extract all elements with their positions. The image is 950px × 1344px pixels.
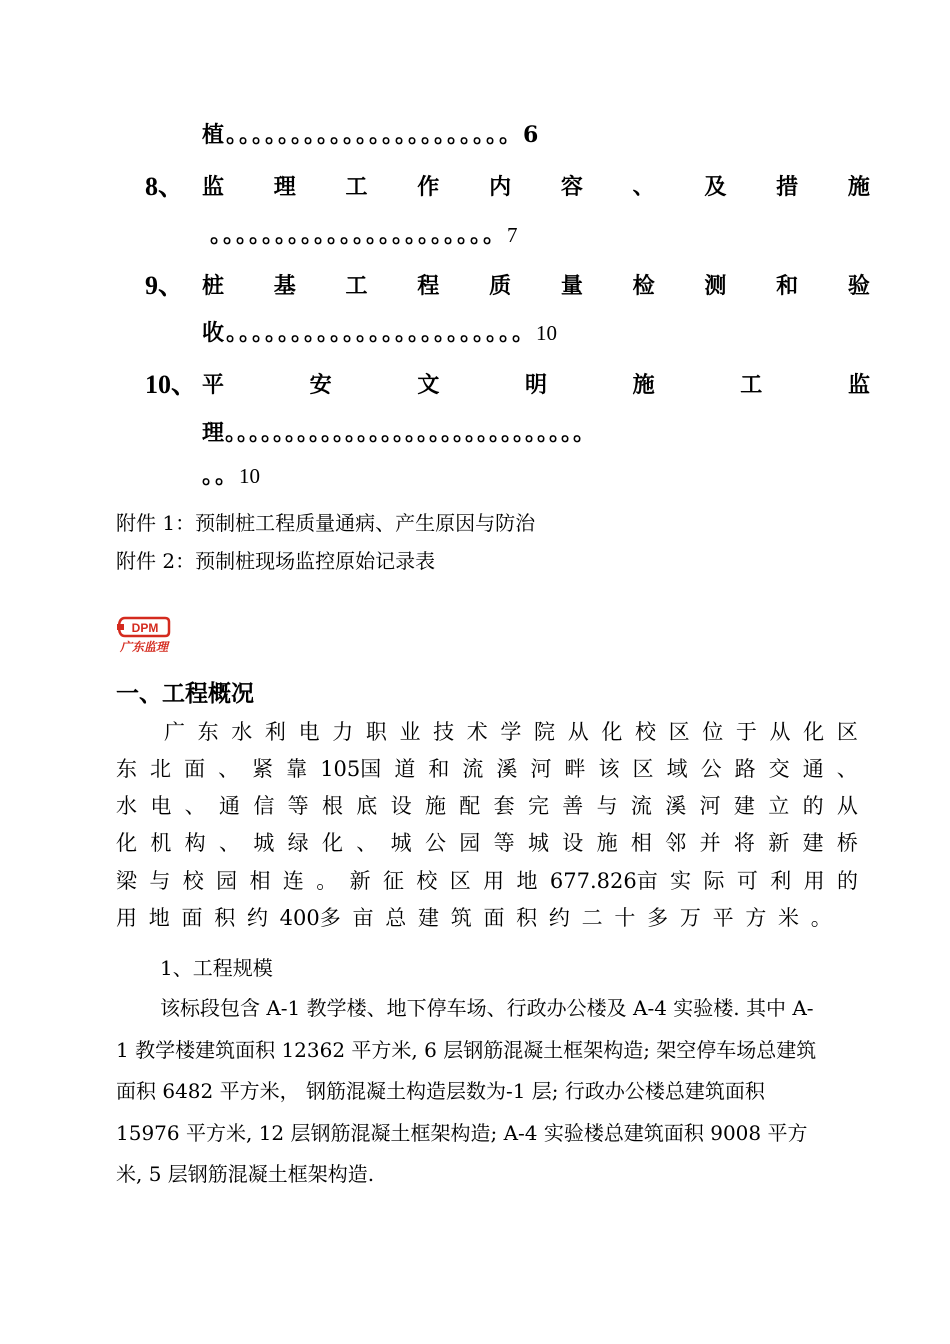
text-glyph: 征 (383, 869, 404, 893)
attachment-1: 附件 1：预制桩工程质量通病、产生原因与防治 (116, 511, 536, 535)
toc-entry-9-leader (202, 318, 557, 348)
toc-entry-9-page: 10 (536, 321, 558, 345)
toc-entry-10-page: 10 (239, 464, 261, 488)
text-glyph: 完 (527, 794, 549, 818)
toc-entry-8-dots: 。。。。。。。。。。。。。。。。。。。。。。 (210, 222, 508, 248)
text-glyph: 工 (345, 174, 368, 200)
toc-entry-10-number: 10、 (145, 370, 198, 399)
overview-line-5 (116, 867, 858, 895)
text-glyph: 根 (321, 794, 343, 818)
text-glyph: 施 (632, 372, 655, 398)
sub-heading-scale: 1、工程规模 (160, 956, 273, 980)
text-glyph: 化 (321, 831, 343, 855)
text-glyph: 面 (181, 906, 203, 930)
text-glyph: 用 (116, 906, 137, 930)
text-glyph: 内 (489, 174, 512, 200)
text-glyph: 从 (567, 720, 589, 744)
text-glyph: 城 (390, 831, 412, 855)
text-glyph: 作 (417, 174, 440, 200)
text-glyph: 溪 (496, 757, 518, 781)
text-glyph: 实 (670, 869, 692, 893)
text-glyph: 400多 (279, 906, 341, 930)
text-glyph: 信 (253, 794, 275, 818)
text-glyph: 监 (847, 372, 870, 398)
text-glyph: 梁 (116, 869, 137, 893)
text-glyph: 米 (778, 906, 800, 930)
text-glyph: 面 (184, 757, 206, 781)
text-glyph: 院 (534, 720, 556, 744)
text-glyph: 、 (218, 831, 240, 855)
text-glyph: 。 (316, 869, 338, 893)
toc-entry-10-leader: 理。。。。。。。。。。。。。。。。。。。。。。。。。。。。。。 (202, 420, 597, 446)
toc-entry-10-leader-2 (202, 461, 260, 491)
text-glyph: 电 (150, 794, 172, 818)
text-glyph: 平 (712, 906, 734, 930)
text-glyph: 套 (493, 794, 515, 818)
text-glyph: 质 (489, 273, 512, 299)
text-glyph: 、 (184, 794, 206, 818)
text-glyph: 亩 (352, 906, 374, 930)
text-glyph: 施 (596, 831, 618, 855)
text-glyph: 、 (632, 174, 655, 200)
overview-line-2 (116, 755, 858, 783)
text-glyph: 、 (356, 831, 378, 855)
text-glyph: 量 (560, 273, 583, 299)
text-glyph: 善 (562, 794, 584, 818)
text-glyph: 化 (601, 720, 623, 744)
text-glyph: 施 (424, 794, 446, 818)
text-glyph: 水 (231, 720, 253, 744)
overview-line-3 (116, 792, 858, 820)
text-glyph: 力 (332, 720, 354, 744)
text-glyph: 职 (365, 720, 387, 744)
dpm-logo (115, 615, 173, 655)
text-glyph: 检 (632, 273, 655, 299)
toc-entry-9-dots: 收。。。。。。。。。。。。。。。。。。。。。。。 (202, 320, 537, 346)
text-glyph: 和 (776, 273, 799, 299)
text-glyph: 与 (596, 794, 618, 818)
text-glyph: 面 (483, 906, 505, 930)
text-glyph: 地 (516, 869, 538, 893)
text-glyph: 等 (493, 831, 515, 855)
text-glyph: 设 (562, 831, 584, 855)
text-glyph: 并 (699, 831, 721, 855)
text-glyph: 多 (647, 906, 669, 930)
text-glyph: 。 (810, 906, 832, 930)
text-glyph: 安 (309, 372, 332, 398)
toc-entry-9-number: 9、 (145, 271, 185, 300)
text-glyph: 构 (184, 831, 206, 855)
text-glyph: 、 (836, 757, 858, 781)
text-glyph: 广 (164, 720, 185, 744)
text-glyph: 公 (424, 831, 446, 855)
text-glyph: 积 (214, 906, 236, 930)
scale-line-1: 该标段包含 A-1 教学楼、地下停车场、行政办公楼及 A-4 实验楼. 其中 A- (160, 996, 814, 1020)
text-glyph: 理 (273, 174, 296, 200)
text-glyph: 新 (768, 831, 790, 855)
text-glyph: 新 (349, 869, 371, 893)
text-glyph: 施 (847, 174, 870, 200)
toc-entry-10-title (202, 370, 870, 400)
text-glyph: 畔 (564, 757, 586, 781)
text-glyph: 配 (459, 794, 481, 818)
text-glyph: 绿 (287, 831, 309, 855)
scale-line-3: 面积 6482 平方米， 钢筋混凝土构造层数为-1 层; 行政办公楼总建筑面积 (116, 1079, 765, 1103)
text-glyph: 积 (516, 906, 538, 930)
text-glyph: 措 (776, 174, 799, 200)
text-glyph: 建 (417, 906, 439, 930)
text-glyph: 校 (416, 869, 438, 893)
text-glyph: 城 (253, 831, 275, 855)
toc-entry-8-page: 7 (507, 223, 518, 247)
text-glyph: 水 (116, 794, 137, 818)
text-glyph: 等 (287, 794, 309, 818)
text-glyph: 技 (433, 720, 455, 744)
text-glyph: 的 (836, 869, 858, 893)
toc-entry-7-tail: 植。。。。。。。。。。。。。。。。。。。。。。6 (202, 122, 541, 148)
text-glyph: 677.826亩 (549, 869, 658, 893)
text-glyph: 筑 (450, 906, 472, 930)
text-glyph: 溪 (665, 794, 687, 818)
text-glyph: 园 (459, 831, 481, 855)
section-heading: 一、工程概况 (116, 680, 254, 707)
text-glyph: 利 (264, 720, 286, 744)
text-glyph: 建 (733, 794, 755, 818)
text-glyph: 连 (282, 869, 304, 893)
text-glyph: 基 (273, 273, 296, 299)
text-glyph: 东 (116, 757, 137, 781)
text-glyph: 术 (466, 720, 488, 744)
text-glyph: 从 (836, 794, 858, 818)
text-glyph: 位 (702, 720, 724, 744)
text-glyph: 十 (614, 906, 636, 930)
scale-line-4: 15976 平方米, 12 层钢筋混凝土框架构造; A-4 实验楼总建筑面积 9008 平方 (116, 1121, 808, 1145)
text-glyph: 区 (836, 720, 858, 744)
text-glyph: 程 (417, 273, 440, 299)
text-glyph: 区 (449, 869, 471, 893)
text-glyph: 建 (802, 831, 824, 855)
text-glyph: 校 (182, 869, 204, 893)
text-glyph: 可 (736, 869, 758, 893)
text-glyph: 约 (246, 906, 268, 930)
text-glyph: 地 (148, 906, 170, 930)
text-glyph: 园 (216, 869, 238, 893)
text-glyph: 机 (150, 831, 172, 855)
text-glyph: 工 (345, 273, 368, 299)
text-glyph: 测 (704, 273, 727, 299)
toc-entry-8-number: 8、 (145, 172, 185, 201)
text-glyph: 路 (734, 757, 756, 781)
text-glyph: 化 (116, 831, 137, 855)
text-glyph: 公 (700, 757, 722, 781)
text-glyph: 业 (399, 720, 421, 744)
text-glyph: 用 (803, 869, 825, 893)
attachment-2: 附件 2：预制桩现场监控原始记录表 (116, 549, 436, 573)
text-glyph: 于 (735, 720, 757, 744)
text-glyph: 和 (428, 757, 450, 781)
overview-line-4 (116, 829, 858, 857)
text-glyph: 道 (394, 757, 416, 781)
text-glyph: 二 (581, 906, 603, 930)
text-glyph: 容 (560, 174, 583, 200)
text-glyph: 及 (704, 174, 727, 200)
text-glyph: 将 (733, 831, 755, 855)
text-glyph: 万 (679, 906, 701, 930)
text-glyph: 流 (630, 794, 652, 818)
text-glyph: 总 (385, 906, 407, 930)
text-glyph: 流 (462, 757, 484, 781)
text-glyph: 东 (197, 720, 219, 744)
logo-text: DPM (131, 621, 159, 635)
text-glyph: 校 (634, 720, 656, 744)
toc-entry-10-dots: 。。 (202, 463, 240, 489)
text-glyph: 电 (298, 720, 320, 744)
text-glyph: 文 (417, 372, 440, 398)
text-glyph: 工 (740, 372, 763, 398)
text-glyph: 、 (218, 757, 240, 781)
text-glyph: 利 (770, 869, 792, 893)
text-glyph: 区 (668, 720, 690, 744)
toc-entry-9-title (202, 271, 870, 301)
scale-line-2: 1 教学楼建筑面积 12362 平方米, 6 层钢筋混凝土框架构造; 架空停车场总建筑 (116, 1038, 817, 1062)
text-glyph: 北 (150, 757, 172, 781)
scale-line-5: 米, 5 层钢筋混凝土框架构造. (116, 1162, 375, 1186)
text-glyph: 明 (524, 372, 547, 398)
text-glyph: 靠 (286, 757, 308, 781)
text-glyph: 域 (666, 757, 688, 781)
text-glyph: 105国 (320, 757, 382, 781)
text-glyph: 邻 (665, 831, 687, 855)
text-glyph: 交 (768, 757, 790, 781)
text-glyph: 的 (802, 794, 824, 818)
text-glyph: 桩 (202, 273, 225, 299)
text-glyph: 学 (500, 720, 522, 744)
text-glyph: 平 (202, 372, 225, 398)
text-glyph: 城 (527, 831, 549, 855)
text-glyph: 底 (356, 794, 378, 818)
overview-line-6 (116, 904, 832, 932)
text-glyph: 用 (483, 869, 505, 893)
text-glyph: 立 (768, 794, 790, 818)
text-glyph: 相 (630, 831, 652, 855)
text-glyph: 与 (149, 869, 171, 893)
toc-entry-8-leader (210, 220, 518, 250)
text-glyph: 通 (802, 757, 824, 781)
text-glyph: 约 (548, 906, 570, 930)
text-glyph: 桥 (836, 831, 858, 855)
text-glyph: 河 (699, 794, 721, 818)
text-glyph: 方 (745, 906, 767, 930)
text-glyph: 通 (218, 794, 240, 818)
logo-subtitle: 广东监理 (119, 640, 169, 654)
text-glyph: 监 (202, 174, 225, 200)
text-glyph: 从 (769, 720, 791, 744)
text-glyph: 该 (598, 757, 620, 781)
text-glyph: 河 (530, 757, 552, 781)
text-glyph: 区 (632, 757, 654, 781)
toc-entry-8-title (202, 172, 870, 202)
overview-line-1 (164, 718, 858, 746)
text-glyph: 际 (703, 869, 725, 893)
text-glyph: 化 (803, 720, 825, 744)
text-glyph: 设 (390, 794, 412, 818)
text-glyph: 相 (249, 869, 271, 893)
text-glyph: 验 (847, 273, 870, 299)
text-glyph: 紧 (252, 757, 274, 781)
